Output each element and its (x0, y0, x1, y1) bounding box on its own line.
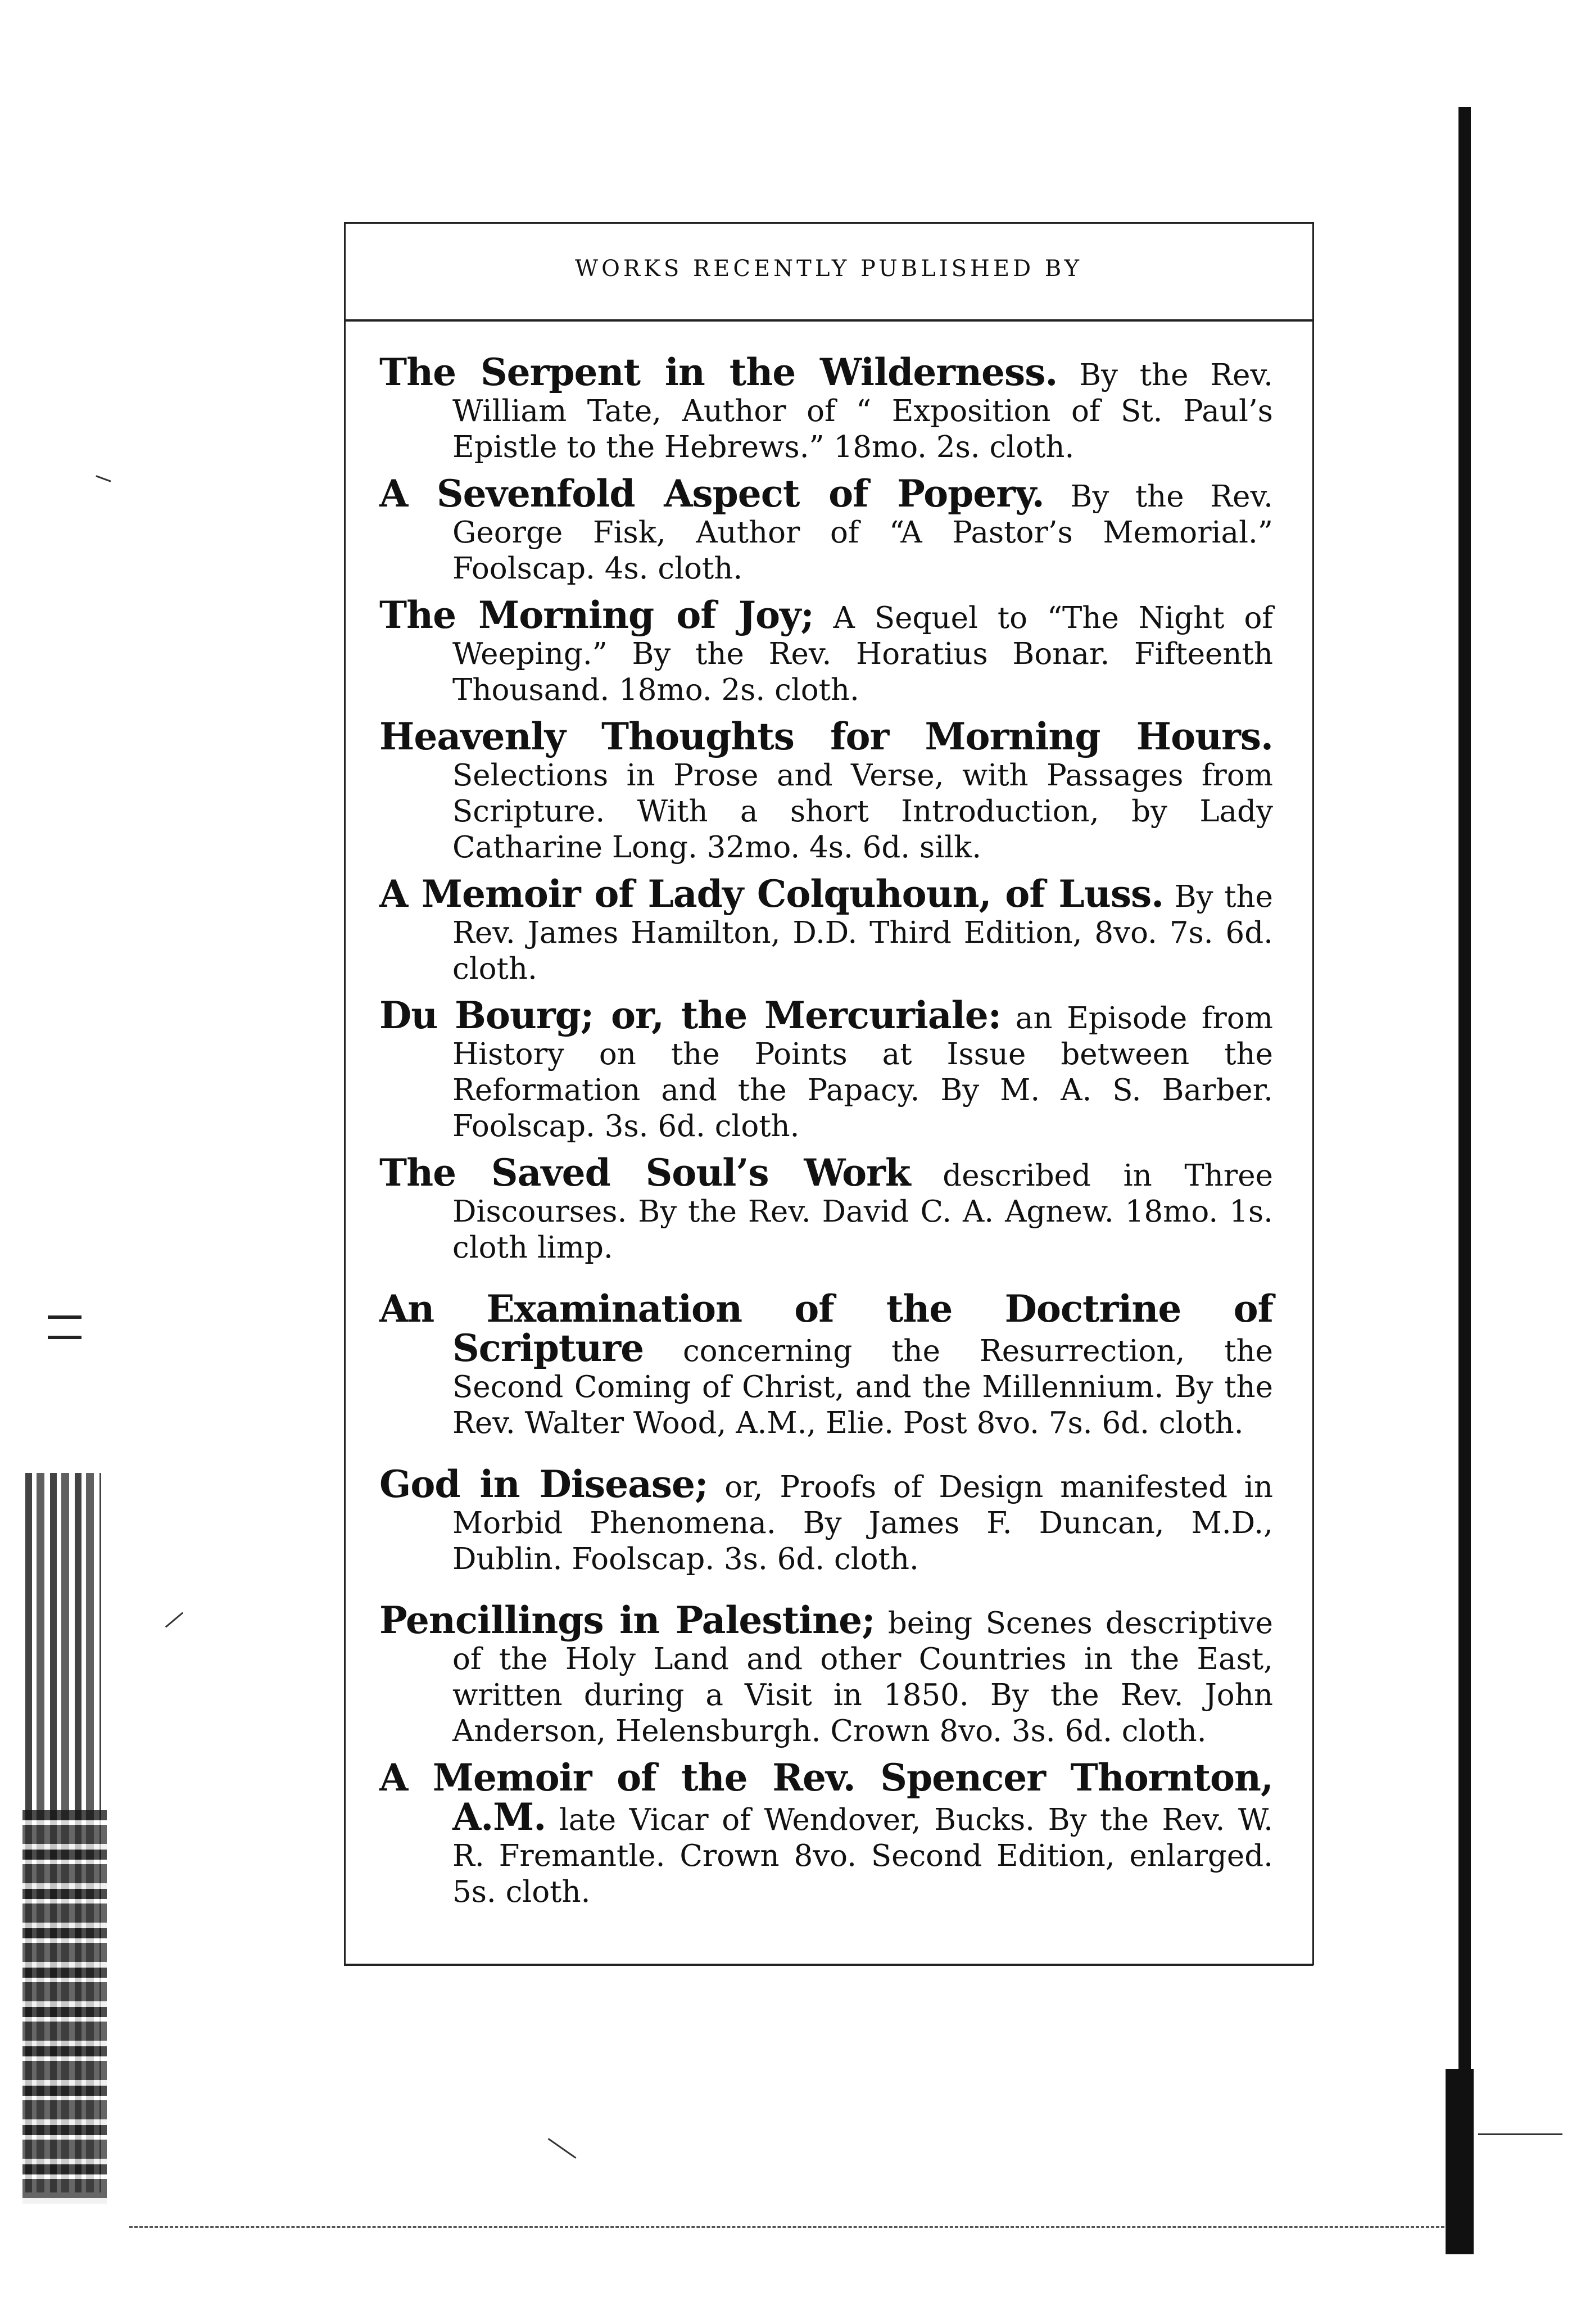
book-title: The Saved Soul’s Work (379, 1151, 910, 1195)
spine-shadow-lower (1446, 2069, 1474, 2254)
header-rule (344, 319, 1313, 322)
book-title: A Sevenfold Aspect of Popery. (379, 472, 1044, 516)
scan-mark (48, 1315, 81, 1339)
book-title: The Morning of Joy; (379, 593, 814, 637)
book-entry (379, 593, 1273, 708)
book-title: A Memoir of Lady Colquhoun, of Luss. (379, 872, 1164, 916)
book-description: By the Rev. William Tate, Author of “ Exposition of St. Paul’s Epistle to the Hebrews.” 18mo. 2s. cloth. (452, 358, 1273, 464)
scan-speck (96, 475, 111, 482)
book-title: The Serpent in the Wilderness. (379, 350, 1058, 394)
spine-shadow (1458, 107, 1471, 2249)
book-description: late Vicar of Wendover, Bucks. By the Rev. W. R. Fremantle. Crown 8vo. Second Edition, enlarged. 5s. cloth. (452, 1803, 1273, 1909)
book-entry (379, 1756, 1273, 1910)
book-title: An Examination of the Doctrine of Scripture (379, 1287, 1273, 1370)
book-entry (379, 872, 1273, 987)
book-list (379, 350, 1273, 1920)
book-title: Pencillings in Palestine; (379, 1598, 875, 1642)
book-description: Selections in Prose and Verse, with Passages from Scripture. With a short Introduction, by Lady Catharine Long. 32mo. 4s. 6d. silk. (452, 758, 1273, 865)
book-description: A Sequel to “The Night of Weeping.” By the Rev. Horatius Bonar. Fifteenth Thousand. 18mo. 2s. cloth. (452, 601, 1273, 707)
scan-bottom-rule (129, 2226, 1444, 2228)
frame-top-rule (344, 222, 1313, 224)
book-entry (379, 1598, 1273, 1749)
book-entry (379, 1287, 1273, 1441)
book-description: an Episode from History on the Points at Issue between the Reformation and the Papacy. By M. A. S. Barber. Foolscap. 3s. 6d. cloth. (452, 1001, 1273, 1143)
scan-speck (165, 1612, 184, 1627)
book-description: or, Proofs of Design manifested in Morbid Phenomena. By James F. Duncan, M.D., Dublin. Foolscap. 3s. 6d. cloth. (452, 1470, 1273, 1576)
book-title: Heavenly Thoughts for Morning Hours. (379, 715, 1273, 758)
scan-edge-streak-lower (22, 1810, 107, 2204)
book-entry (379, 1462, 1273, 1577)
scan-right-tick (1478, 2133, 1562, 2135)
book-description: By the Rev. James Hamilton, D.D. Third Edition, 8vo. 7s. 6d. cloth. (452, 880, 1273, 986)
book-entry (379, 993, 1273, 1145)
book-description: described in Three Discourses. By the Rev. David C. A. Agnew. 18mo. 1s. cloth limp. (452, 1159, 1273, 1265)
frame-bottom-rule (344, 1964, 1313, 1966)
book-title: Du Bourg; or, the Mercuriale: (379, 993, 1002, 1037)
book-entry (379, 350, 1273, 465)
book-title: God in Disease; (379, 1462, 708, 1506)
book-title: A Memoir of the Rev. Spencer Thornton, A.M. (379, 1756, 1273, 1839)
running-header: WORKS RECENTLY PUBLISHED BY (575, 256, 1082, 282)
book-entry (379, 472, 1273, 587)
scan-speck (548, 2138, 577, 2159)
book-description: By the Rev. George Fisk, Author of “A Pastor’s Memorial.” Foolscap. 4s. cloth. (452, 480, 1273, 586)
book-entry (379, 715, 1273, 866)
book-description: concerning the Resurrection, the Second Coming of Christ, and the Millennium. By the Rev. Walter Wood, A.M., Elie. Post 8vo. 7s. 6d. cloth. (452, 1334, 1273, 1440)
book-entry (379, 1151, 1273, 1266)
book-description: being Scenes descriptive of the Holy Land and other Countries in the East, written during a Visit in 1850. By the Rev. John Anderson, Helensburgh. Crown 8vo. 3s. 6d. cloth. (452, 1606, 1273, 1748)
